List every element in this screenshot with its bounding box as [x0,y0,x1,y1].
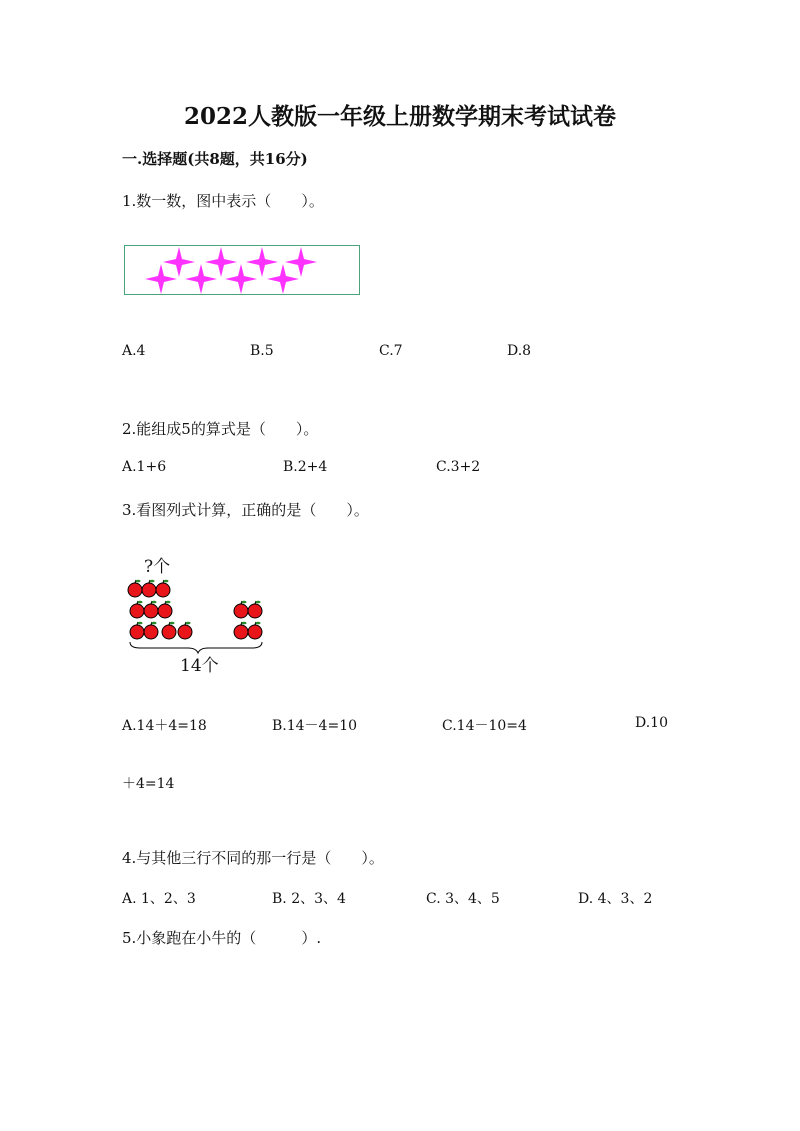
option-b[interactable]: B. 2、3、4 [272,891,346,907]
star-icon [145,264,177,294]
section-heading: 一.选择题(共8题，共16分) [122,150,308,168]
option-d[interactable]: D.8 [507,343,532,359]
apple-icon [130,622,144,639]
apple-icon [248,601,262,618]
apple-icon [158,601,172,618]
question-2-stem: 2.能组成5的算式是（ ）。 [122,420,319,438]
apple-icon [248,622,262,639]
option-c[interactable]: C.14－10=4 [442,718,527,734]
star-icon [225,264,257,294]
option-d-continued: ＋4=14 [122,776,175,792]
option-d[interactable]: D. 4、3、2 [578,891,653,907]
star-icon [185,264,217,294]
question-5-stem: 5.小象跑在小牛的（ ）. [122,929,322,947]
option-c[interactable]: C. 3、4、5 [426,891,500,907]
option-a[interactable]: A.1+6 [122,459,167,475]
star-icon [163,247,195,277]
apple-icon [130,601,144,618]
apple-icon [156,580,170,597]
apple-icon [178,622,192,639]
apple-icon [144,622,158,639]
question-1-figure [124,245,360,295]
star-icon [205,247,237,277]
star-icon [267,264,299,294]
question-3-stem: 3.看图列式计算，正确的是（ ）。 [122,501,369,519]
option-c[interactable]: C.3+2 [436,459,481,475]
star-icon [246,247,278,277]
option-d[interactable]: D.10 [635,715,668,731]
apple-icon [162,622,176,639]
question-1-stem: 1.数一数，图中表示（ ）。 [122,192,324,210]
unknown-count-label: ?个 [144,557,171,577]
apple-icon [142,580,156,597]
exam-title: 2022人教版一年级上册数学期末考试试卷 [183,103,616,130]
option-b[interactable]: B.2+4 [283,459,328,475]
apple-icon [234,601,248,618]
option-a[interactable]: A. 1、2、3 [122,891,196,907]
option-a[interactable]: A.4 [122,343,146,359]
option-c[interactable]: C.7 [379,343,403,359]
apple-icon [234,622,248,639]
apple-icon [128,580,142,597]
option-b[interactable]: B.5 [250,343,274,359]
apples-svg [122,578,272,658]
star-icon [285,247,317,277]
question-4-stem: 4.与其他三行不同的那一行是（ ）。 [122,849,384,867]
apple-icon [144,601,158,618]
total-count-label: 14个 [180,656,219,676]
option-a[interactable]: A.14＋4=18 [122,718,207,734]
option-b[interactable]: B.14－4=10 [272,718,358,734]
stars-svg [125,246,361,296]
